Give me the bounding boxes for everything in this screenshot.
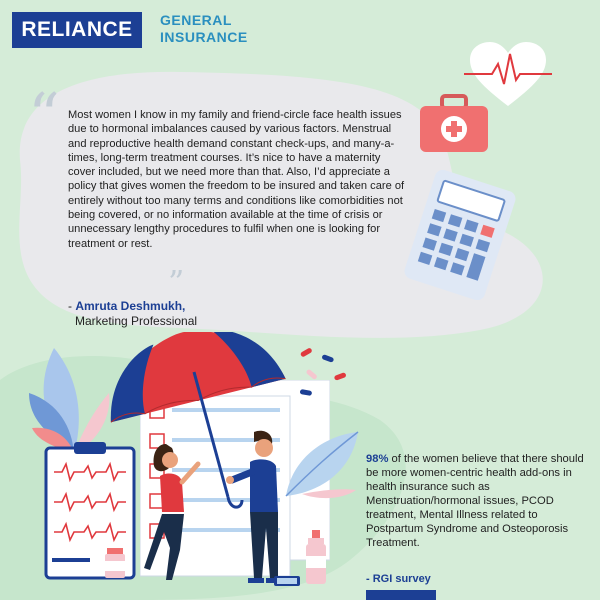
calculator-icon [400,170,520,300]
quote-author [68,299,197,329]
testimonial-quote: Most women I know in my family and friend-circle face health issues due to hormonal imbalances caused by various factors. Menstrual and reproductive health demand constant check-ups, and many-a-times, long-term treatment courses. It’s nice to have a maternity cover included, but we need more than that. Also, I’d appreciate a policy that gives women the freedom to be insured and taken care of entirely without too many terms and conditions like comorbidities not being covered, or no information available at the time of crisis or unnecessary lengthy procedures to fulfil when one is looking for treatment or rest. [68,109,405,250]
reliance-logo: RELIANCE [12,12,142,48]
brand-subtitle [160,12,248,46]
stat-percentage: 98% [366,453,389,465]
medicine-bottle-icon [104,548,126,578]
first-aid-kit-icon [418,92,490,154]
spray-bottle-icon [304,530,328,584]
survey-statistic [366,452,586,550]
open-quote-icon: “ [28,79,60,152]
survey-source: - RGI survey [366,573,431,585]
footer-accent-bar [366,590,436,600]
phone-icon [274,576,300,586]
pills-icon [296,346,356,402]
author-prefix: - [68,299,76,313]
leaf-icon [282,430,362,500]
brand-subtitle-line1: GENERAL [160,12,232,28]
close-quote-icon: ” [168,263,185,301]
author-title: Marketing Professional [75,314,198,328]
stat-description: of the women believe that there should be more women-centric health add-ons in health insurance such as Menstruation/hormonal issues, PCOD treatment, Mental Illness related to Postpartum Syndrome and Osteoporosis Treatment. [366,453,584,549]
brand-subtitle-line2: INSURANCE [160,29,248,45]
woman-figure [136,442,206,582]
author-name: Amruta Deshmukh, [75,299,186,313]
